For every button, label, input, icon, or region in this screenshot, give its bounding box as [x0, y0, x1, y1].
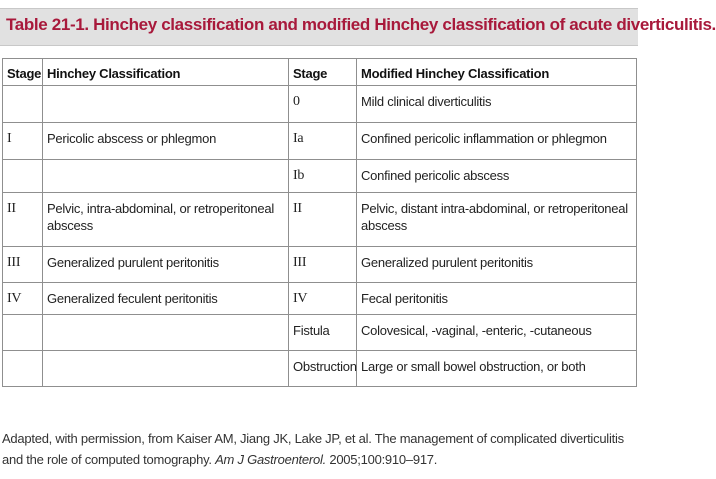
modified-cell: Colovesical, -vaginal, -enteric, -cutaneous — [357, 315, 637, 351]
hinchey-cell — [43, 315, 289, 351]
modified-stage-cell: Ia — [289, 123, 357, 160]
header-row — [3, 59, 637, 86]
hinchey-cell: Generalized purulent peritonitis — [43, 247, 289, 283]
hinchey-cell: Generalized feculent peritonitis — [43, 283, 289, 315]
modified-stage-cell: Fistula — [289, 315, 357, 351]
header-modified-stage: Stage — [289, 59, 357, 86]
footnote — [2, 428, 636, 470]
stage-cell: III — [3, 247, 43, 283]
modified-cell: Confined pericolic inflammation or phlegmon — [357, 123, 637, 160]
hinchey-cell: Pelvic, intra-abdominal, or retroperitoneal abscess — [43, 193, 289, 247]
hinchey-cell — [43, 160, 289, 193]
hinchey-cell: Pericolic abscess or phlegmon — [43, 123, 289, 160]
table-row — [3, 315, 637, 351]
footnote-text: Adapted, with permission, from Kaiser AM, Jiang JK, Lake JP, et al. The management of complicated diverticulitis and the role of computed tomography. — [2, 431, 624, 467]
header-modified-hinchey-classification: Modified Hinchey Classification — [357, 59, 637, 86]
stage-cell: I — [3, 123, 43, 160]
hinchey-cell — [43, 351, 289, 387]
stage-cell — [3, 86, 43, 123]
modified-stage-cell: 0 — [289, 86, 357, 123]
footnote-journal: Am J Gastroenterol. — [215, 452, 326, 467]
header-hinchey-classification: Hinchey Classification — [43, 59, 289, 86]
modified-cell: Large or small bowel obstruction, or both — [357, 351, 637, 387]
table-row — [3, 247, 637, 283]
table-row — [3, 351, 637, 387]
hinchey-table — [2, 58, 637, 387]
modified-cell: Mild clinical diverticulitis — [357, 86, 637, 123]
footnote-citation: 2005;100:910–917. — [329, 452, 438, 467]
modified-cell: Fecal peritonitis — [357, 283, 637, 315]
modified-stage-cell: IV — [289, 283, 357, 315]
modified-stage-cell: III — [289, 247, 357, 283]
stage-cell — [3, 315, 43, 351]
modified-stage-cell: Obstruction — [289, 351, 357, 387]
table-row — [3, 193, 637, 247]
modified-cell: Pelvic, distant intra-abdominal, or retroperitoneal abscess — [357, 193, 637, 247]
stage-cell — [3, 160, 43, 193]
table-row — [3, 123, 637, 160]
table-row — [3, 160, 637, 193]
table-row — [3, 283, 637, 315]
title-bar — [0, 8, 716, 46]
stage-cell: IV — [3, 283, 43, 315]
modified-cell: Confined pericolic abscess — [357, 160, 637, 193]
table-title: Table 21-1. Hinchey classification and modified Hinchey classification of acute diverticulitis. — [6, 15, 716, 34]
stage-cell: II — [3, 193, 43, 247]
hinchey-cell — [43, 86, 289, 123]
table-row — [3, 86, 637, 123]
stage-cell — [3, 351, 43, 387]
modified-stage-cell: II — [289, 193, 357, 247]
modified-cell: Generalized purulent peritonitis — [357, 247, 637, 283]
modified-stage-cell: Ib — [289, 160, 357, 193]
header-stage: Stage — [3, 59, 43, 86]
